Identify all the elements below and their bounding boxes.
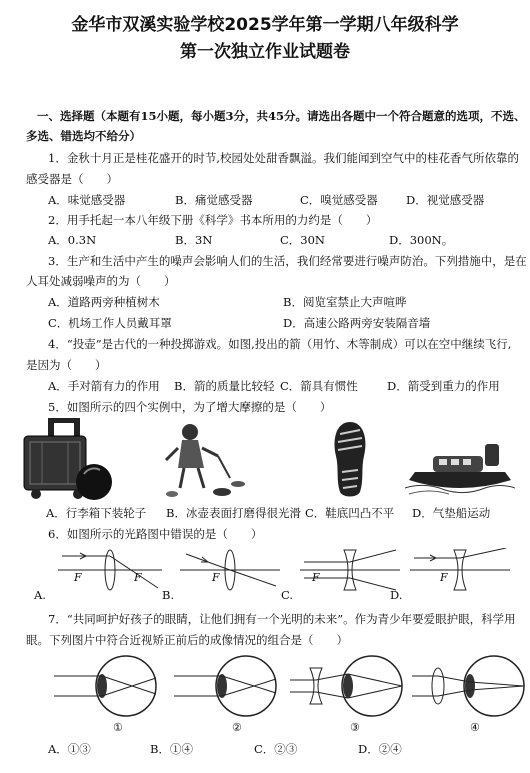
q3-option-d[interactable]: D．高速公路两旁安装隔音墙 bbox=[283, 316, 431, 330]
q1-stem: 1．金秋十月正是桂花盛开的时节,校园处处甜香飘溢。我们能闻到空气中的桂花香气所依靠的 bbox=[48, 151, 519, 165]
shoe-sole-image bbox=[330, 420, 370, 500]
q7-stem-cont: 眼。下列图片中符合近视矫正前后的成像情况的组合是（ ） bbox=[26, 633, 348, 647]
q3-option-c[interactable]: C．机场工作人员戴耳罩 bbox=[48, 316, 172, 330]
q7-stem: 7．“共同呵护好孩子的眼睛，让他们拥有一个光明的未来”。作为青少年要爱眼护眼，科学用 bbox=[48, 612, 516, 626]
q1-option-b[interactable]: B．痛觉感受器 bbox=[175, 193, 253, 207]
q4-stem: 4．“投壶”是古代的一种投掷游戏。如图,投出的箭（用竹、木等制成）可以在空中继续飞行, bbox=[48, 337, 512, 351]
q6-diagram-b bbox=[180, 548, 280, 594]
q4-option-b[interactable]: B．箭的质量比较轻 bbox=[174, 379, 275, 393]
q2-option-c[interactable]: C．30N bbox=[280, 233, 325, 247]
q6-stem: 6．如图所示的光路图中错误的是（ ） bbox=[48, 527, 263, 541]
q1-option-c[interactable]: C．嗅觉感受器 bbox=[300, 193, 378, 207]
eye-caption-3: ③ bbox=[350, 721, 360, 734]
section-heading: 一、选择题（本题有15小题，每小题3分，共45分。请选出各题中一个符合题意的选项，不选、 bbox=[37, 109, 526, 123]
q4-stem-cont: 是因为（ ） bbox=[26, 358, 107, 372]
q1-option-d[interactable]: D．视觉感受器 bbox=[406, 193, 485, 207]
q7-option-b[interactable]: B．①④ bbox=[150, 742, 193, 756]
q6-option-c[interactable]: C. bbox=[281, 588, 294, 602]
q2-option-a[interactable]: A．0.3N bbox=[48, 233, 97, 247]
q6-diagram-d bbox=[410, 548, 510, 594]
q5-stem: 5．如图所示的四个实例中，为了增大摩擦的是（ ） bbox=[48, 400, 332, 414]
luggage-image bbox=[20, 418, 120, 502]
q5-option-d[interactable]: D．气垫船运动 bbox=[412, 506, 491, 520]
q5-option-c[interactable]: C．鞋底凹凸不平 bbox=[305, 506, 395, 520]
q4-option-c[interactable]: C．箭具有惯性 bbox=[280, 379, 358, 393]
q3-option-a[interactable]: A．道路两旁种植树木 bbox=[48, 295, 160, 309]
q1-option-a[interactable]: A．味觉感受器 bbox=[48, 193, 126, 207]
q6-c-focus-label: F bbox=[312, 571, 320, 584]
eye-caption-4: ④ bbox=[470, 721, 480, 734]
q4-option-d[interactable]: D．箭受到重力的作用 bbox=[387, 379, 500, 393]
curling-image bbox=[160, 418, 250, 502]
q6-option-d[interactable]: D. bbox=[390, 588, 403, 602]
q2-stem: 2．用手托起一本八年级下册《科学》书本所用的力约是（ ） bbox=[48, 213, 378, 227]
q1-stem-cont: 感受器是（ ） bbox=[26, 172, 118, 186]
q3-stem-cont: 人耳处减弱噪声的为（ ） bbox=[26, 274, 176, 288]
q6-a-focus-label-2: F bbox=[134, 571, 142, 584]
q6-b-focus-label: F bbox=[212, 571, 220, 584]
eye-caption-1: ① bbox=[113, 721, 123, 734]
q5-option-a[interactable]: A．行李箱下装轮子 bbox=[46, 506, 147, 520]
eye-diagram-4 bbox=[412, 654, 530, 718]
q3-stem: 3．生产和生活中产生的噪声会影响人们的生活，我们经常要进行噪声防治。下列措施中，是在 bbox=[48, 254, 527, 268]
exam-title-line1: 金华市双溪实验学校2025学年第一学期八年级科学 bbox=[71, 15, 459, 35]
hovercraft-image bbox=[405, 438, 515, 498]
q7-option-d[interactable]: D．②④ bbox=[358, 742, 402, 756]
exam-title-line2: 第一次独立作业试题卷 bbox=[180, 42, 350, 62]
q6-a-focus-label: F bbox=[74, 571, 82, 584]
q5-option-b[interactable]: B．冰壶表面打磨得很光滑 bbox=[166, 506, 301, 520]
eye-diagram-1 bbox=[54, 654, 164, 718]
eye-caption-2: ② bbox=[232, 721, 242, 734]
q3-option-b[interactable]: B．阅览室禁止大声喧哗 bbox=[283, 295, 407, 309]
q4-option-a[interactable]: A．手对箭有力的作用 bbox=[48, 379, 160, 393]
q6-option-b[interactable]: B. bbox=[162, 588, 175, 602]
section-heading-cont: 多选、错选均不给分） bbox=[26, 129, 141, 143]
eye-diagram-2 bbox=[174, 654, 284, 718]
q7-option-a[interactable]: A．①③ bbox=[48, 742, 91, 756]
q2-option-d[interactable]: D．300N。 bbox=[389, 233, 454, 247]
eye-diagram-3 bbox=[290, 654, 408, 718]
q6-d-focus-label: F bbox=[440, 571, 448, 584]
q2-option-b[interactable]: B．3N bbox=[175, 233, 213, 247]
q7-option-c[interactable]: C．②③ bbox=[254, 742, 298, 756]
q6-option-a[interactable]: A. bbox=[34, 588, 46, 602]
